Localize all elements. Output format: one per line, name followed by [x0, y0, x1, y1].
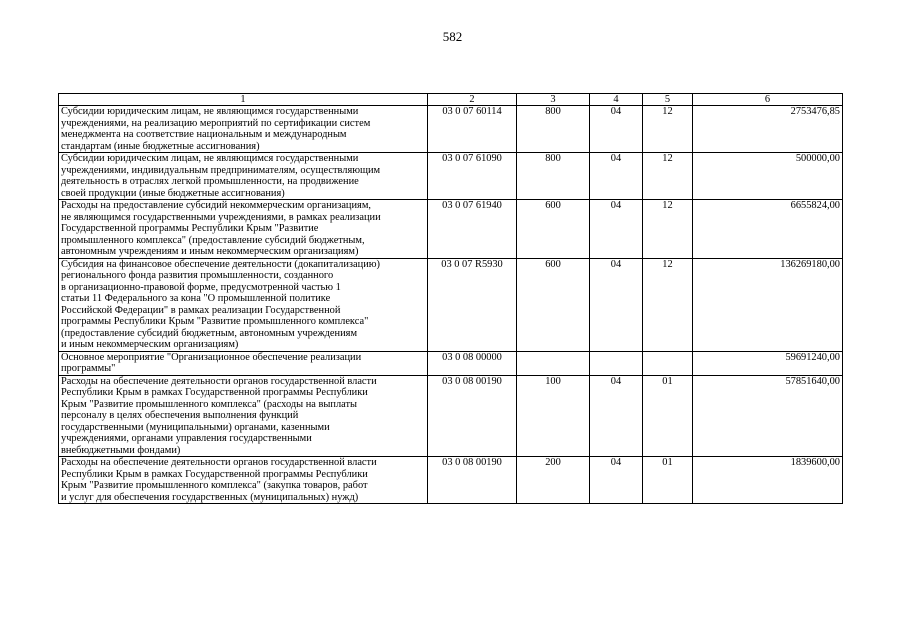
header-col-3: 3	[517, 94, 590, 106]
subsection-cell: 12	[643, 200, 693, 259]
header-col-5: 5	[643, 94, 693, 106]
table-body	[59, 106, 843, 504]
description-line: программы Республики Крым "Развитие промышленного комплекса"	[61, 316, 369, 327]
description-line: Российской Федерации" в рамках реализации Государственной	[61, 304, 341, 316]
section-cell	[590, 351, 643, 375]
description-cell	[59, 258, 428, 351]
subsection-cell: 01	[643, 457, 693, 504]
description-line: персоналу в целях обеспечения выполнения функций	[61, 410, 299, 421]
section-cell: 04	[590, 200, 643, 259]
table-row	[59, 153, 843, 200]
description-cell	[59, 351, 428, 375]
description-line: стандартам (иные бюджетные ассигнования)	[61, 140, 260, 152]
description-line: Субсидии юридическим лицам, не являющимся государственными	[61, 153, 359, 164]
amount-cell: 1839600,00	[693, 457, 843, 504]
budget-code-cell: 03 0 07 R5930	[428, 258, 517, 351]
page-number: 582	[442, 29, 463, 44]
subsection-cell: 01	[643, 375, 693, 457]
description-line: учреждениями, органами управления государственными	[61, 433, 312, 444]
description-line: Субсидии юридическим лицам, не являющимся государственными	[61, 106, 359, 117]
header-col-6: 6	[693, 94, 843, 106]
description-line: и услуг для обеспечения государственных (муниципальных) нужд)	[61, 491, 359, 503]
description-cell	[59, 153, 428, 200]
description-cell	[59, 200, 428, 259]
description-line: внебюджетными фондами)	[61, 444, 181, 456]
section-cell: 04	[590, 258, 643, 351]
description-line: Расходы на предоставление субсидий некоммерческим организациям,	[61, 200, 372, 211]
description-cell	[59, 457, 428, 504]
table-row	[59, 457, 843, 504]
subsection-cell	[643, 351, 693, 375]
description-cell	[59, 106, 428, 153]
table-row	[59, 200, 843, 259]
description-line: Крым "Развитие промышленного комплекса" (расходы на выплаты	[61, 398, 358, 410]
description-line: деятельность в отраслях легкой промышленности, на продвижение	[61, 176, 359, 187]
expense-type-cell: 200	[517, 457, 590, 504]
description-line: промышленного комплекса" (предоставление субсидий бюджетным,	[61, 234, 365, 246]
expense-type-cell: 800	[517, 106, 590, 153]
amount-cell: 500000,00	[693, 153, 843, 200]
expense-type-cell: 800	[517, 153, 590, 200]
description-line: Расходы на обеспечение деятельности органов государственной власти	[61, 375, 377, 387]
section-cell: 04	[590, 375, 643, 457]
amount-cell: 2753476,85	[693, 106, 843, 153]
budget-code-cell: 03 0 07 61090	[428, 153, 517, 200]
table-row	[59, 258, 843, 351]
section-cell: 04	[590, 106, 643, 153]
description-line: государственными (муниципальными) органами, казенными	[61, 421, 330, 433]
description-line: регионального фонда развития промышленности, созданного	[61, 270, 334, 281]
description-line: Государственной программы Республики Крым "Развитие	[61, 223, 319, 234]
description-line: своей продукции (иные бюджетные ассигнования)	[61, 187, 285, 199]
budget-code-cell: 03 0 08 00190	[428, 457, 517, 504]
amount-cell: 136269180,00	[693, 258, 843, 351]
description-line: менеджмента на соответствие национальным и международным	[61, 129, 347, 140]
budget-code-cell: 03 0 08 00000	[428, 351, 517, 375]
budget-table	[58, 93, 843, 504]
section-cell: 04	[590, 153, 643, 200]
description-line: программы"	[61, 363, 116, 374]
description-line: (предоставление субсидий бюджетным, автономным учреждениям	[61, 327, 358, 339]
expense-type-cell: 100	[517, 375, 590, 457]
budget-code-cell: 03 0 07 61940	[428, 200, 517, 259]
description-line: не являющимся государственными учреждениями, в рамках реализации	[61, 211, 381, 223]
description-line: Республики Крым в рамках Государственной программы Республики	[61, 387, 368, 398]
expense-type-cell	[517, 351, 590, 375]
subsection-cell: 12	[643, 153, 693, 200]
expense-type-cell: 600	[517, 200, 590, 259]
description-line: Основное мероприятие "Организационное обеспечение реализации	[61, 351, 362, 363]
description-line: и иным некоммерческим организациям)	[61, 339, 239, 350]
section-cell: 04	[590, 457, 643, 504]
subsection-cell: 12	[643, 258, 693, 351]
header-col-1: 1	[59, 94, 428, 106]
description-cell	[59, 375, 428, 457]
amount-cell: 57851640,00	[693, 375, 843, 457]
table-row	[59, 351, 843, 375]
description-line: автономным учреждениям и иным некоммерческим организациям)	[61, 246, 359, 257]
description-line: учреждениями, индивидуальным предпринимателям, осуществляющим	[61, 164, 381, 176]
description-line: Расходы на обеспечение деятельности органов государственной власти	[61, 457, 377, 468]
description-line: статьи 11 Федерального за кона "О промышленной политике	[61, 293, 331, 304]
description-line: Республики Крым в рамках Государственной программы Республики	[61, 468, 368, 480]
subsection-cell: 12	[643, 106, 693, 153]
table-row	[59, 375, 843, 457]
description-line: в организационно-правовой форме, предусмотренной частью 1	[61, 281, 341, 293]
header-row	[59, 94, 843, 106]
description-line: Субсидия на финансовое обеспечение деятельности (докапитализацию)	[61, 258, 380, 270]
expense-type-cell: 600	[517, 258, 590, 351]
header-col-4: 4	[590, 94, 643, 106]
budget-code-cell: 03 0 07 60114	[428, 106, 517, 153]
header-col-2: 2	[428, 94, 517, 106]
budget-code-cell: 03 0 08 00190	[428, 375, 517, 457]
table-row	[59, 106, 843, 153]
amount-cell: 59691240,00	[693, 351, 843, 375]
description-line: учреждениями, на реализацию мероприятий по сертификации систем	[61, 117, 371, 129]
amount-cell: 6655824,00	[693, 200, 843, 259]
description-line: Крым "Развитие промышленного комплекса" (закупка товаров, работ	[61, 480, 368, 491]
